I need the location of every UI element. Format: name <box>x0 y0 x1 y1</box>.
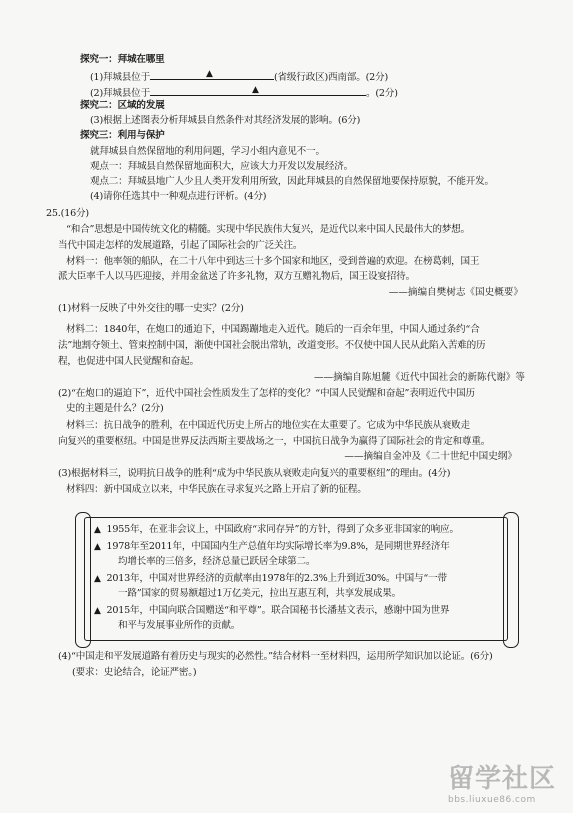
inquiry3-view2: 观点二：拜城县地广人少且人类开发利用所致，因此拜城县的自然保留地要保持原貌，不能开发。 <box>90 176 494 187</box>
triangle-bullet-icon: ▲ <box>94 525 101 535</box>
timeline-item-1978 <box>94 541 450 553</box>
material2-line2: 法”地割夺领土、管束控制中国，渐使中国社会脱出常轨，改道变形。不仅使中国人民从此陷入苦难的历 <box>58 340 486 351</box>
q2-prefix: (2)拜城县位于 <box>90 88 150 99</box>
q25-subq2-line1: (2)“在炮口的逼迫下”，近代中国社会性质发生了怎样的变化？“中国人民觉醒和奋起”表明近代中国历 <box>58 388 475 399</box>
material1-source: ——摘编自樊树志《国史概要》 <box>388 287 523 298</box>
timeline-item-2015 <box>94 605 449 617</box>
q25-subq4-requirement: (要求：史论结合，论证严密。) <box>72 667 197 678</box>
material1-line2: 派大臣率千人以马匹迎接，并用金盆送了许多礼物，双方互赠礼物后，国王设宴招待。 <box>58 271 415 282</box>
material1-line1: 材料一：他率领的船队，在二十八年中到达三十多个国家和地区，受到普遍的欢迎。在榜葛剌，国王 <box>66 256 480 267</box>
q25-number: 25.(16分) <box>46 208 89 219</box>
q25-subq1: (1)材料一反映了中外交往的哪一史实？(2分) <box>58 303 244 314</box>
timeline-item-1955 <box>94 524 459 536</box>
timeline-text: 2013年，中国对世界经济的贡献率由1978年的2.3%上升到近30%。中国与“一带 <box>106 573 447 584</box>
q25-subq3: (3)根据材料三，说明抗日战争的胜利“成为中华民族从衰败走向复兴的重要枢纽”的理由。(4分) <box>58 468 451 479</box>
timeline-text: 1978年至2011年，中国国内生产总值年均实际增长率为9.8%，是同期世界经济年 <box>106 541 450 552</box>
answer-blank-1[interactable] <box>150 70 274 80</box>
material2-line3: 程，也促进中国人民觉醒和奋起。 <box>58 356 199 367</box>
material2-source: ——摘编自陈旭麓《近代中国社会的新陈代谢》等 <box>313 372 525 383</box>
inquiry1-q1 <box>90 70 388 84</box>
answer-blank-2[interactable] <box>150 86 366 96</box>
triangle-bullet-icon: ▲ <box>94 606 101 616</box>
timeline-item-1978-cont: 均增长率的三倍多，经济总量已跃居全球第二。 <box>118 556 316 567</box>
material3-source: ——摘编自金冲及《二十世纪中国史纲》 <box>344 451 517 462</box>
q1-prefix: (1)拜城县位于 <box>90 72 150 83</box>
material3-line2: 向复兴的重要枢纽。中国是世界反法西斯主要战场之一，中国抗日战争为赢得了国际社会的肯定和尊重。 <box>58 436 491 447</box>
q1-suffix: (省级行政区)西南部。(2分) <box>273 72 388 83</box>
q25-subq2-line2: 史的主题是什么？(2分) <box>66 403 164 414</box>
q25-intro-line1: “和合”思想是中国传统文化的精髓。实现中华民族伟大复兴，是近代以来中国人民最伟大的梦想。 <box>66 224 470 235</box>
material2-line1: 材料二：1840年，在炮口的通迫下，中国踢蹦地走入近代。随后的一百余年里，中国人通过条约“合 <box>66 324 480 335</box>
q2-suffix: 。(2分) <box>365 88 398 99</box>
watermark-url: bbs.liuxue86.com <box>448 795 536 805</box>
triangle-marker-icon: ▲ <box>251 85 259 95</box>
triangle-marker-icon: ▲ <box>205 69 213 79</box>
timeline-text: 2015年，中国向联合国赠送“和平尊”。联合国秘书长潘基文表示，感谢中国为世界 <box>106 605 450 616</box>
triangle-bullet-icon: ▲ <box>94 574 101 584</box>
inquiry1-q2 <box>90 86 398 100</box>
material3-line1: 材料三：抗日战争的胜利，在中国近代历史上所占的地位实在太重要了。它成为中华民族从衰败走 <box>66 420 470 431</box>
inquiry3-intro: 就拜城县自然保留地的利用问题，学习小组内意见不一。 <box>90 146 325 157</box>
timeline-text: 1955年，在亚非会议上，中国政府“求同存异”的方针，得到了众多亚非国家的响应。 <box>106 524 459 535</box>
inquiry3-q4: (4)请你任选其中一种观点进行评析。(4分) <box>90 191 267 202</box>
material4-label: 材料四：新中国成立以来，中华民族在寻求复兴之路上开启了新的征程。 <box>66 484 367 495</box>
inquiry3-heading: 探究三：利用与保护 <box>80 130 165 141</box>
inquiry1-heading: 探究一：拜城在哪里 <box>80 54 165 65</box>
inquiry3-view1: 观点一：拜城县自然保留地面积大，应该大力开发以发展经济。 <box>90 161 354 172</box>
watermark-brand: 留学社区 <box>448 764 557 794</box>
timeline-item-2013-cont: 一路”国家的贸易额超过1万亿美元，拉出互惠互利，共享发展成果。 <box>118 588 402 599</box>
q25-intro-line2: 当代中国走怎样的发展道路，引起了国际社会的广泛关注。 <box>58 240 303 251</box>
inquiry2-heading: 探究二：区域的发展 <box>80 100 165 111</box>
triangle-bullet-icon: ▲ <box>94 542 101 552</box>
q25-subq4: (4)“中国走和平发展道路有着历史与现实的必然性。”结合材料一至材料四，运用所学知识加以论证。(6分) <box>58 651 493 662</box>
timeline-item-2013 <box>94 573 447 585</box>
timeline-item-2015-cont: 和平与发展事业所作的贡献。 <box>118 620 241 631</box>
watermark <box>448 758 556 805</box>
inquiry2-q3: (3)根据上述图表分析拜城县自然条件对其经济发展的影响。(6分) <box>90 115 361 126</box>
